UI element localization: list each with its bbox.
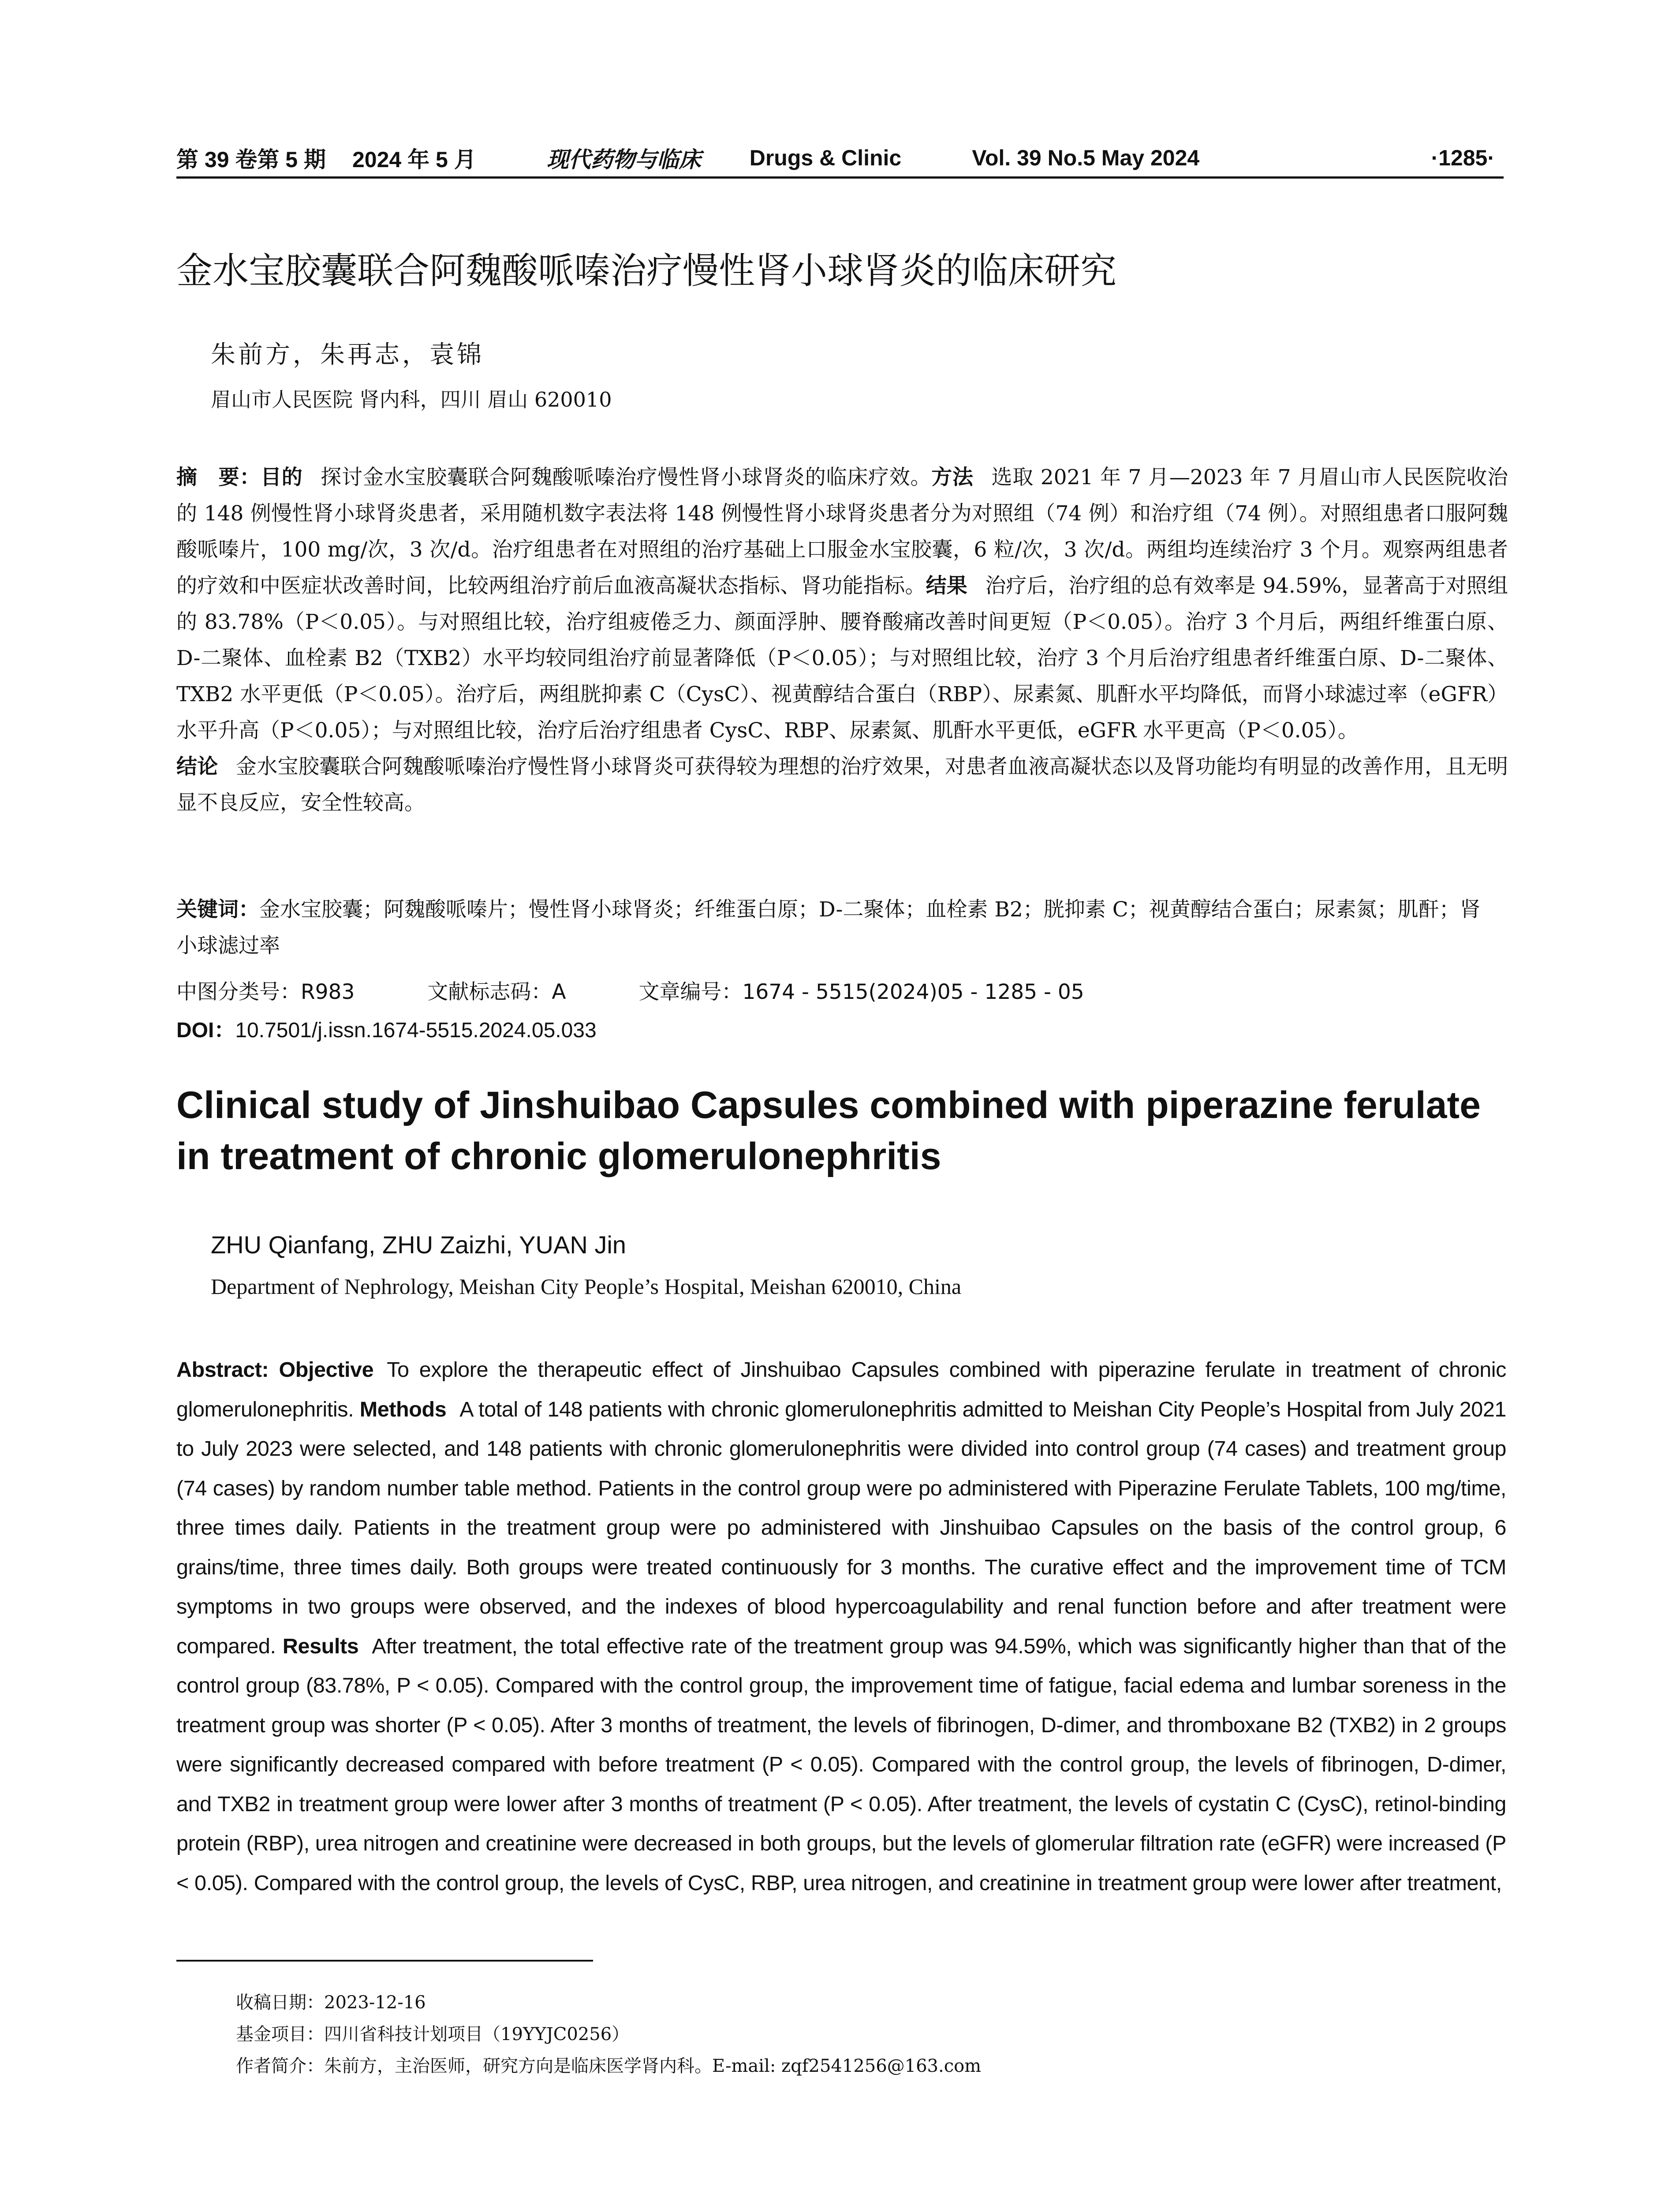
chinese-title: 金水宝胶囊联合阿魏酸哌嗪治疗慢性肾小球肾炎的临床研究 — [176, 250, 1117, 292]
fund-label: 基金项目： — [236, 2024, 324, 2044]
document-code: 文献标志码：A — [427, 980, 566, 1004]
conclusion-label-cn: 结论 — [176, 755, 218, 779]
results-text-cn: 治疗后，治疗组的总有效率是 94.59%，显著高于对照组的 83.78%（P＜0.05）。与对照组比较，治疗组疲倦乏力、颜面浮肿、腰脊酸痛改善时间更短（P＜0.05）。治疗 3 个月后，两组纤维蛋白原、D-二聚体、血栓素 B2（TXB2）水平均较同组治疗前显著降低（P＜0.05）；与对照组比较，治疗 3 个月后治疗组患者纤维蛋白原、D-二聚体、TXB2 水平更低（P＜0.05）。治疗后，两组胱抑素 C（CysC）、视黄醇结合蛋白（RBP）、尿素氮、肌酐水平均降低，而肾小球滤过率（eGFR）水平升高（P＜0.05）；与对照组比较，治疗后治疗组患者 CysC、RBP、尿素氮、肌酐水平更低，eGFR 水平更高（P＜0.05）。 — [176, 574, 1508, 743]
methods-label-cn: 方法 — [931, 465, 974, 490]
methods-label-en: Methods — [359, 1397, 447, 1421]
received-date: 2023-12-16 — [324, 1992, 426, 2013]
chinese-authors: 朱前方，朱再志，袁锦 — [211, 340, 484, 369]
doi-label: DOI： — [176, 1019, 235, 1042]
english-authors: ZHU Qianfang, ZHU Zaizhi, YUAN Jin — [211, 1231, 626, 1259]
footnote-author — [236, 2050, 1471, 2082]
keywords-label-cn: 关键词： — [176, 897, 259, 922]
received-label: 收稿日期： — [236, 1992, 324, 2013]
header-page-number: ·1285· — [1431, 146, 1495, 170]
header-volume-cn: 第 39 卷第 5 期 — [176, 147, 326, 172]
author-bio-text: 朱前方，主治医师，研究方向是临床医学肾内科。E-mail: zqf2541256@163.com — [324, 2056, 982, 2076]
objective-label-cn: 目的 — [261, 465, 303, 490]
doi-link[interactable]: 10.7501/j.issn.1674-5515.2024.05.033 — [235, 1019, 597, 1042]
results-text-en: After treatment, the total effective rate of the treatment group was 94.59%, which was significantly higher than that of the control group (83.78%, P < 0.05). Compared with the control group, the improvement time of fatigue, facial edema and lumbar soreness in the treatment group was shorter (P < 0.05). After 3 months of treatment, the levels of fibrinogen, D-dimer, and thromboxane B2 (TXB2) in 2 groups were significantly decreased compared with before treatment (P < 0.05). Compared with the control group, the levels of fibrinogen, D-dimer, and TXB2 in treatment group were lower after 3 months of treatment (P < 0.05). After treatment, the levels of cystatin C (CysC), retinol-binding protein (RBP), urea nitrogen and creatinine were decreased in both groups, but the levels of glomerular filtration rate (eGFR) were increased (P < 0.05). Compared with the control group, the levels of CysC, RBP, urea nitrogen, and creatinine in treatment group were lower after treatment, — [176, 1634, 1506, 1895]
objective-text-en: To explore the therapeutic effect of Jinshuibao Capsules combined with piperazine ferulate in treatment of chronic glomerulonephritis. — [176, 1358, 1507, 1421]
footnote-rule — [176, 1960, 593, 1962]
fund-text: 四川省科技计划项目（19YYJC0256） — [324, 2024, 630, 2044]
results-label-en: Results — [282, 1634, 359, 1658]
footnote-received — [236, 1987, 1471, 2018]
english-abstract — [176, 1350, 1506, 1903]
objective-label-en: Objective — [279, 1358, 374, 1382]
conclusion-text-cn: 金水宝胶囊联合阿魏酸哌嗪治疗慢性肾小球肾炎可获得较为理想的治疗效果，对患者血液高凝状态以及肾功能均有明显的改善作用，且无明显不良反应，安全性较高。 — [176, 755, 1508, 815]
english-affiliation: Department of Nephrology, Meishan City People’s Hospital, Meishan 620010, China — [211, 1274, 962, 1299]
author-bio-label: 作者简介： — [236, 2056, 324, 2076]
doi-line — [176, 1013, 597, 1043]
classification-line — [176, 975, 1499, 1005]
header-date-cn: 2024 年 5 月 — [352, 147, 476, 172]
abstract-label-en: Abstract: — [176, 1358, 269, 1382]
running-header — [176, 140, 1504, 176]
header-journal-cn: 现代药物与临床 — [546, 146, 701, 172]
footnotes — [236, 1987, 1471, 2082]
objective-text-cn: 探讨金水宝胶囊联合阿魏酸哌嗪治疗慢性肾小球肾炎的临床疗效。 — [320, 465, 932, 490]
methods-text-en: A total of 148 patients with chronic glomerulonephritis admitted to Meishan City People’s Hospital from July 2021 to July 2023 were selected, and 148 patients with chronic glomerulonephritis were divided into control group (74 cases) and treatment group (74 cases) by random number table method. Patients in the control group were po administered with Piperazine Ferulate Tablets, 100 mg/time, three times daily. Patients in the treatment group were po administered with Jinshuibao Capsules on the basis of the control group, 6 grains/time, three times daily. Both groups were treated continuously for 3 months. The curative effect and the improvement time of TCM symptoms in two groups were observed, and the indexes of blood hypercoagulability and renal function before and after treatment were compared. — [176, 1397, 1506, 1658]
header-issue-en: Vol. 39 No.5 May 2024 — [972, 146, 1200, 170]
article-number: 文章编号：1674 - 5515(2024)05 - 1285 - 05 — [638, 980, 1084, 1004]
methods-text-cn: 选取 2021 年 7 月—2023 年 7 月眉山市人民医院收治的 148 例慢性肾小球肾炎患者，采用随机数字表法将 148 例慢性肾小球肾炎患者分为对照组（74 例）和治疗组（74 例）。对照组患者口服阿魏酸哌嗪片，100 mg/次，3 次/d。治疗组患者在对照组的治疗基础上口服金水宝胶囊，6 粒/次，3 次/d。两组均连续治疗 3 个月。观察两组患者的疗效和中医症状改善时间，比较两组治疗前后血液高凝状态指标、肾功能指标。 — [176, 465, 1508, 598]
header-journal-en: Drugs & Clinic — [749, 146, 902, 170]
keywords-text-cn: 金水宝胶囊；阿魏酸哌嗪片；慢性肾小球肾炎；纤维蛋白原；D-二聚体；血栓素 B2；胱抑素 C；视黄醇结合蛋白；尿素氮；肌酐；肾小球滤过率 — [176, 897, 1481, 958]
clc-number: 中图分类号：R983 — [176, 980, 355, 1004]
english-title: Clinical study of Jinshuibao Capsules combined with piperazine ferulate in treatment of chronic glomerulonephritis — [176, 1084, 1481, 1177]
header-rule — [176, 176, 1504, 179]
chinese-abstract — [176, 460, 1508, 821]
footnote-fund — [236, 2018, 1471, 2050]
abstract-label-cn: 摘 要： — [176, 465, 261, 490]
results-label-cn: 结果 — [926, 574, 967, 598]
chinese-keywords — [176, 892, 1499, 964]
chinese-affiliation: 眉山市人民医院 肾内科，四川 眉山 620010 — [211, 388, 612, 411]
